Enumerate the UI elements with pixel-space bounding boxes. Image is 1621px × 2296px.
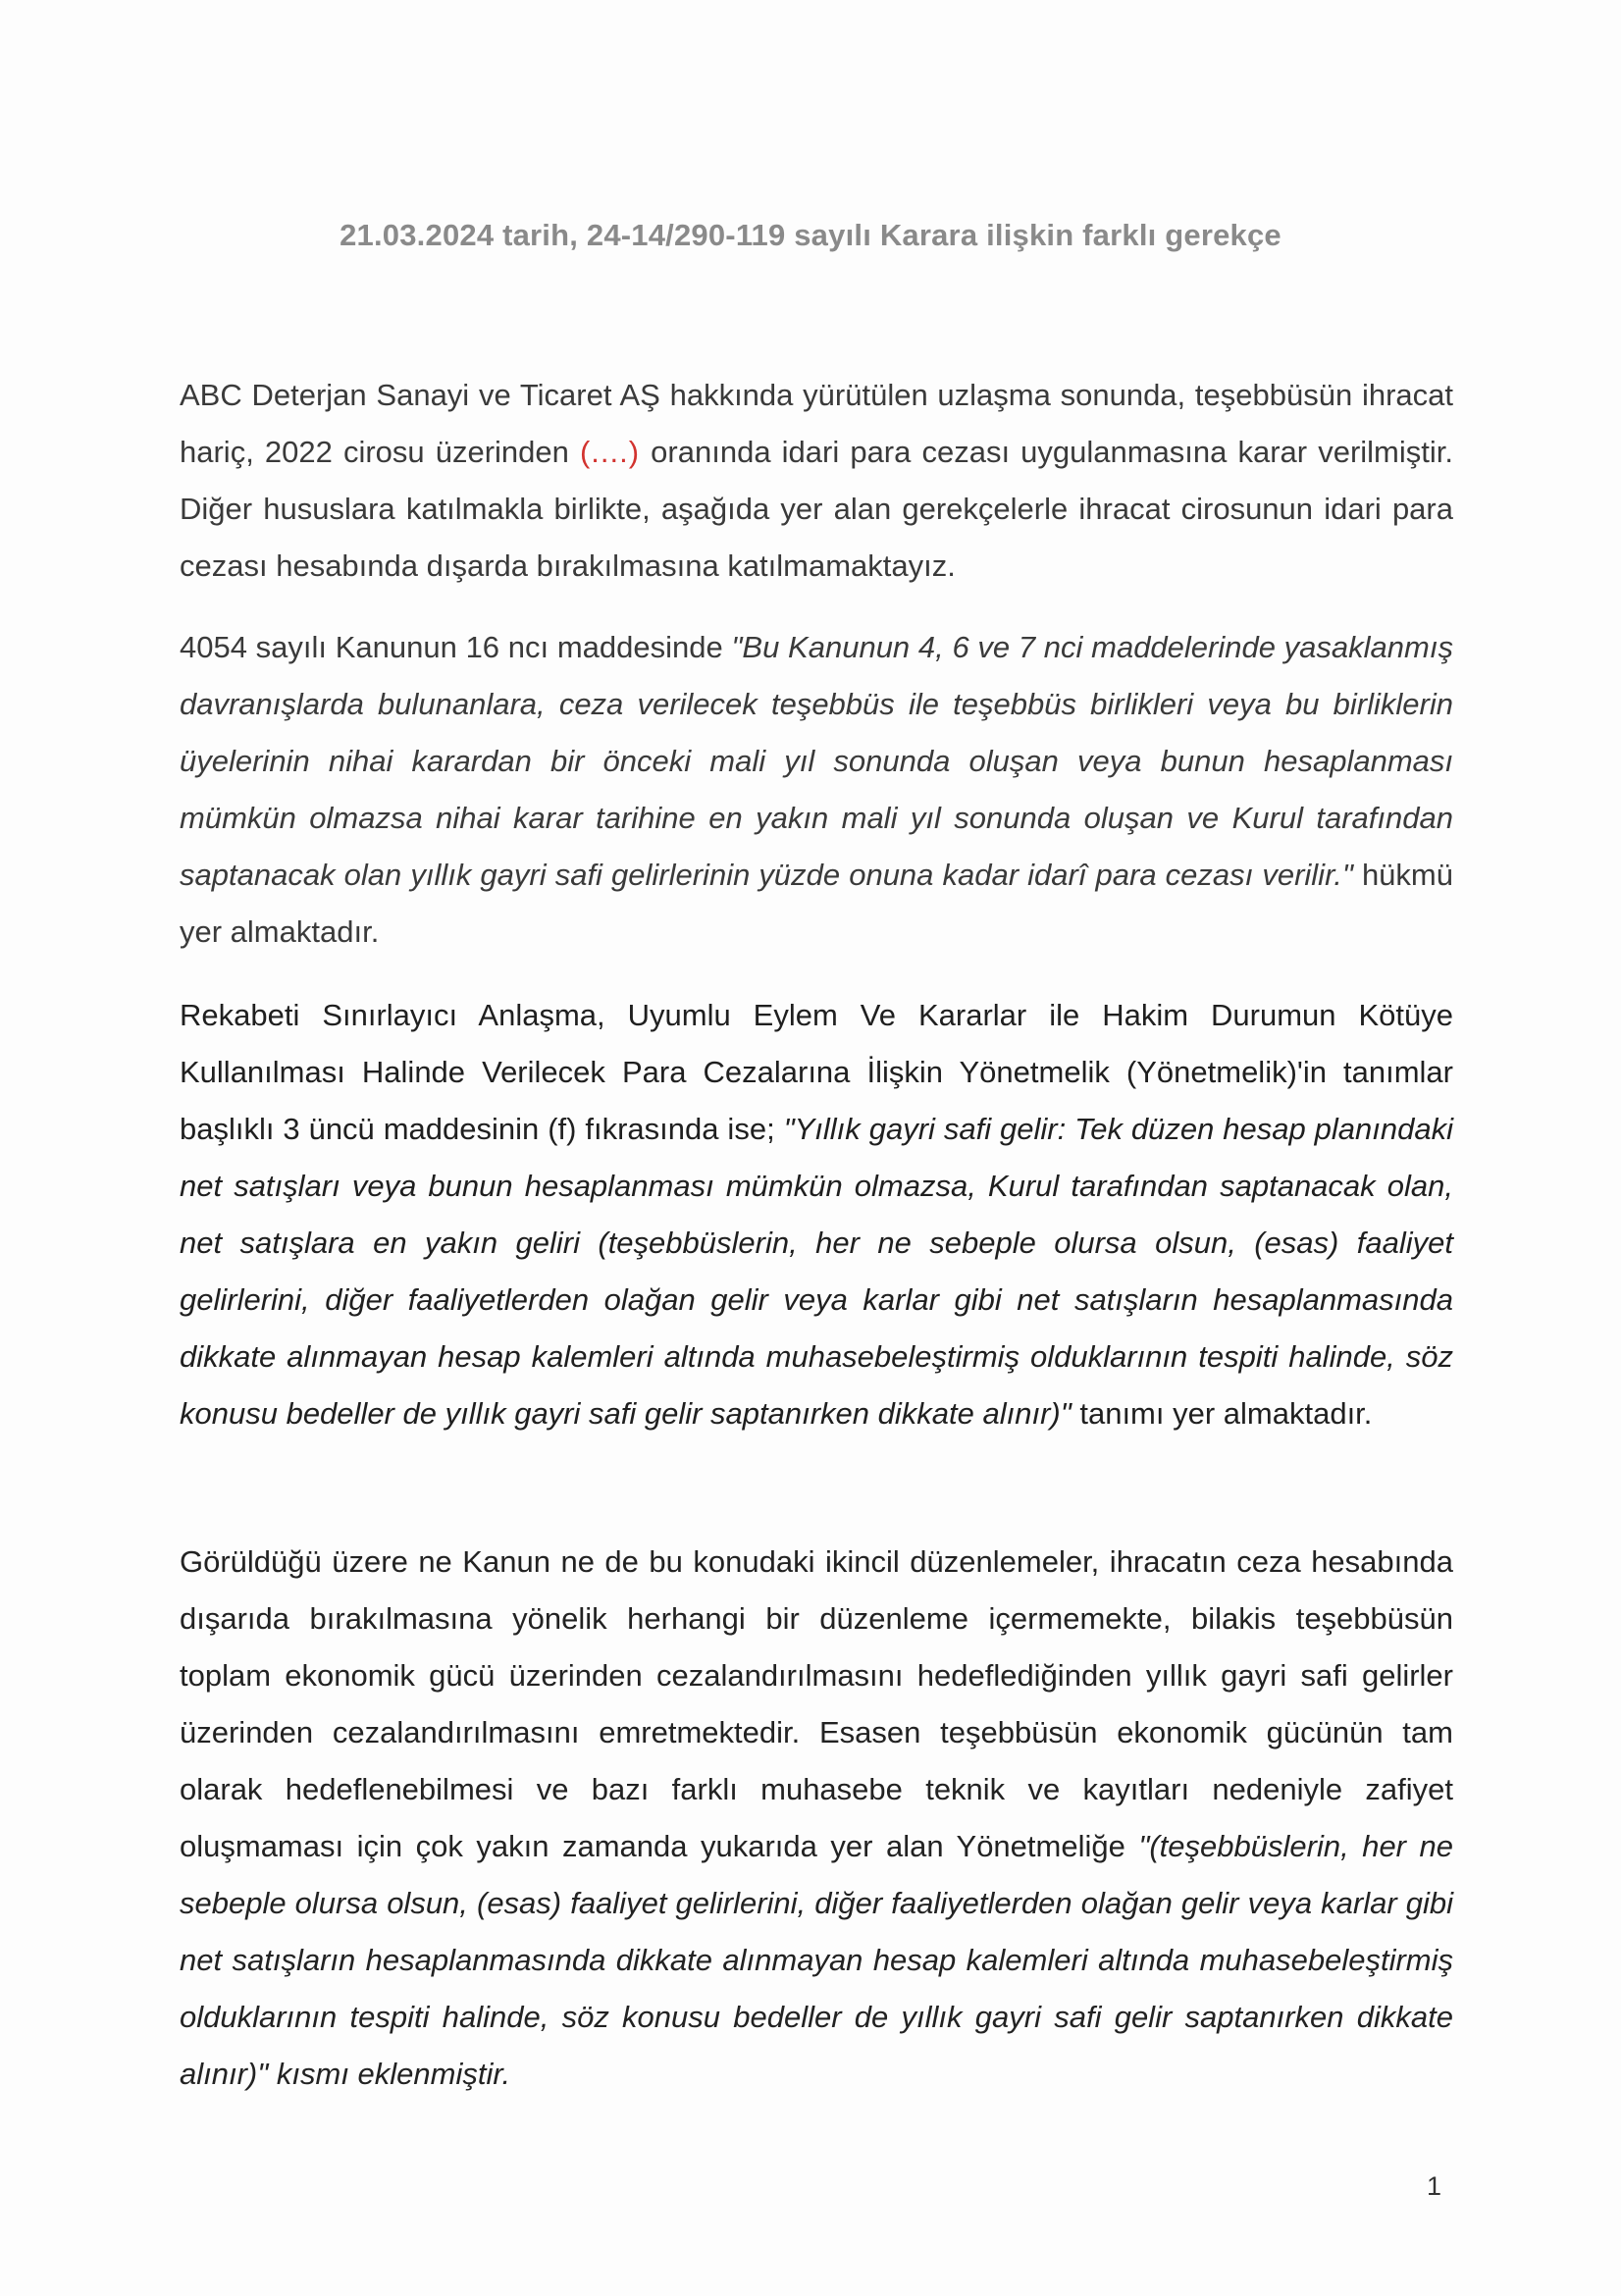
paragraph-1-text-a: ABC Deterjan Sanayi ve Ticaret AŞ hakkında yürütülen uzlaşma sonunda, teşebbüsün ihracat hariç, 2022 cirosu üzerinden bbox=[180, 378, 1453, 469]
page-number: 1 bbox=[1426, 2171, 1441, 2201]
paragraph-2-text-a: 4054 sayılı Kanunun 16 ncı maddesinde bbox=[180, 630, 732, 664]
paragraph-4-quote: "(teşebbüslerin, her ne sebeple olursa olsun, (esas) faaliyet gelirlerini, diğer faaliyetlerden olağan gelir veya karlar gibi net satışların hesaplanmasında dikkate alınmayan hesap kalemleri altında muhasebeleştirmiş olduklarının tespiti halinde, söz konusu bedeller de yıllık gayri safi gelir saptanırken dikkate alınır)" kısmı eklenmiştir. bbox=[180, 1829, 1453, 2091]
paragraph-1-text-b: oranında idari para cezası uygulanmasına karar verilmiştir. Diğer hususlara katılmakla birlikte, aşağıda yer alan gerekçelerle ihracat cirosunun idari para cezası hesabında dışarda bırakılmasına katılmamaktayız. bbox=[180, 435, 1453, 583]
paragraph-3 bbox=[180, 987, 1453, 1442]
paragraph-2-quote: "Bu Kanunun 4, 6 ve 7 nci maddelerinde yasaklanmış davranışlarda bulunanlara, ceza verilecek teşebbüs ile teşebbüs birlikleri veya bu birliklerin üyelerinin nihai karardan bir önceki mali yıl sonunda oluşan veya bunun hesaplanması mümkün olmazsa nihai karar tarihine en yakın mali yıl sonunda oluşan ve Kurul tarafından saptanacak olan yıllık gayri safi gelirlerinin yüzde onuna kadar idarî para cezası verilir." bbox=[180, 630, 1453, 892]
paragraph-2-text-b: hükmü yer almaktadır. bbox=[180, 858, 1453, 949]
paragraph-4 bbox=[180, 1534, 1453, 2103]
redacted-rate: (....) bbox=[579, 435, 641, 469]
paragraph-3-text-a: Rekabeti Sınırlayıcı Anlaşma, Uyumlu Eylem Ve Kararlar ile Hakim Durumun Kötüye Kullanılması Halinde Verilecek Para Cezalarına İlişkin Yönetmelik (Yönetmelik)'in tanımlar başlıklı 3 üncü maddesinin (f) fıkrasında ise; bbox=[180, 998, 1453, 1146]
paragraph-2 bbox=[180, 619, 1453, 961]
document-title: 21.03.2024 tarih, 24-14/290-119 sayılı Karara ilişkin farklı gerekçe bbox=[340, 218, 1281, 252]
paragraph-3-text-b: tanımı yer almaktadır. bbox=[1071, 1396, 1373, 1431]
paragraph-3-quote: "Yıllık gayri safi gelir: Tek düzen hesap planındaki net satışları veya bunun hesaplanması mümkün olmazsa, Kurul tarafından saptanacak olan, net satışlara en yakın geliri (teşebbüslerin, her ne sebeple olursa olsun, (esas) faaliyet gelirlerini, diğer faaliyetlerden olağan gelir veya karlar gibi net satışların hesaplanmasında dikkate alınmayan hesap kalemleri altında muhasebeleştirmiş olduklarının tespiti halinde, söz konusu bedeller de yıllık gayri safi gelir saptanırken dikkate alınır)" bbox=[180, 1112, 1453, 1431]
paragraph-4-text-a: Görüldüğü üzere ne Kanun ne de bu konudaki ikincil düzenlemeler, ihracatın ceza hesabında dışarıda bırakılmasına yönelik herhangi bir düzenleme içermemekte, bilakis teşebbüsün toplam ekonomik gücü üzerinden cezalandırılmasını hedeflediğinden yıllık gayri safi gelirler üzerinden cezalandırılmasını emretmektedir. Esasen teşebbüsün ekonomik gücünün tam olarak hedeflenebilmesi ve bazı farklı muhasebe teknik ve kayıtları nedeniyle zafiyet oluşmaması için çok yakın zamanda yukarıda yer alan Yönetmeliğe bbox=[180, 1544, 1453, 1863]
paragraph-1 bbox=[180, 367, 1453, 595]
